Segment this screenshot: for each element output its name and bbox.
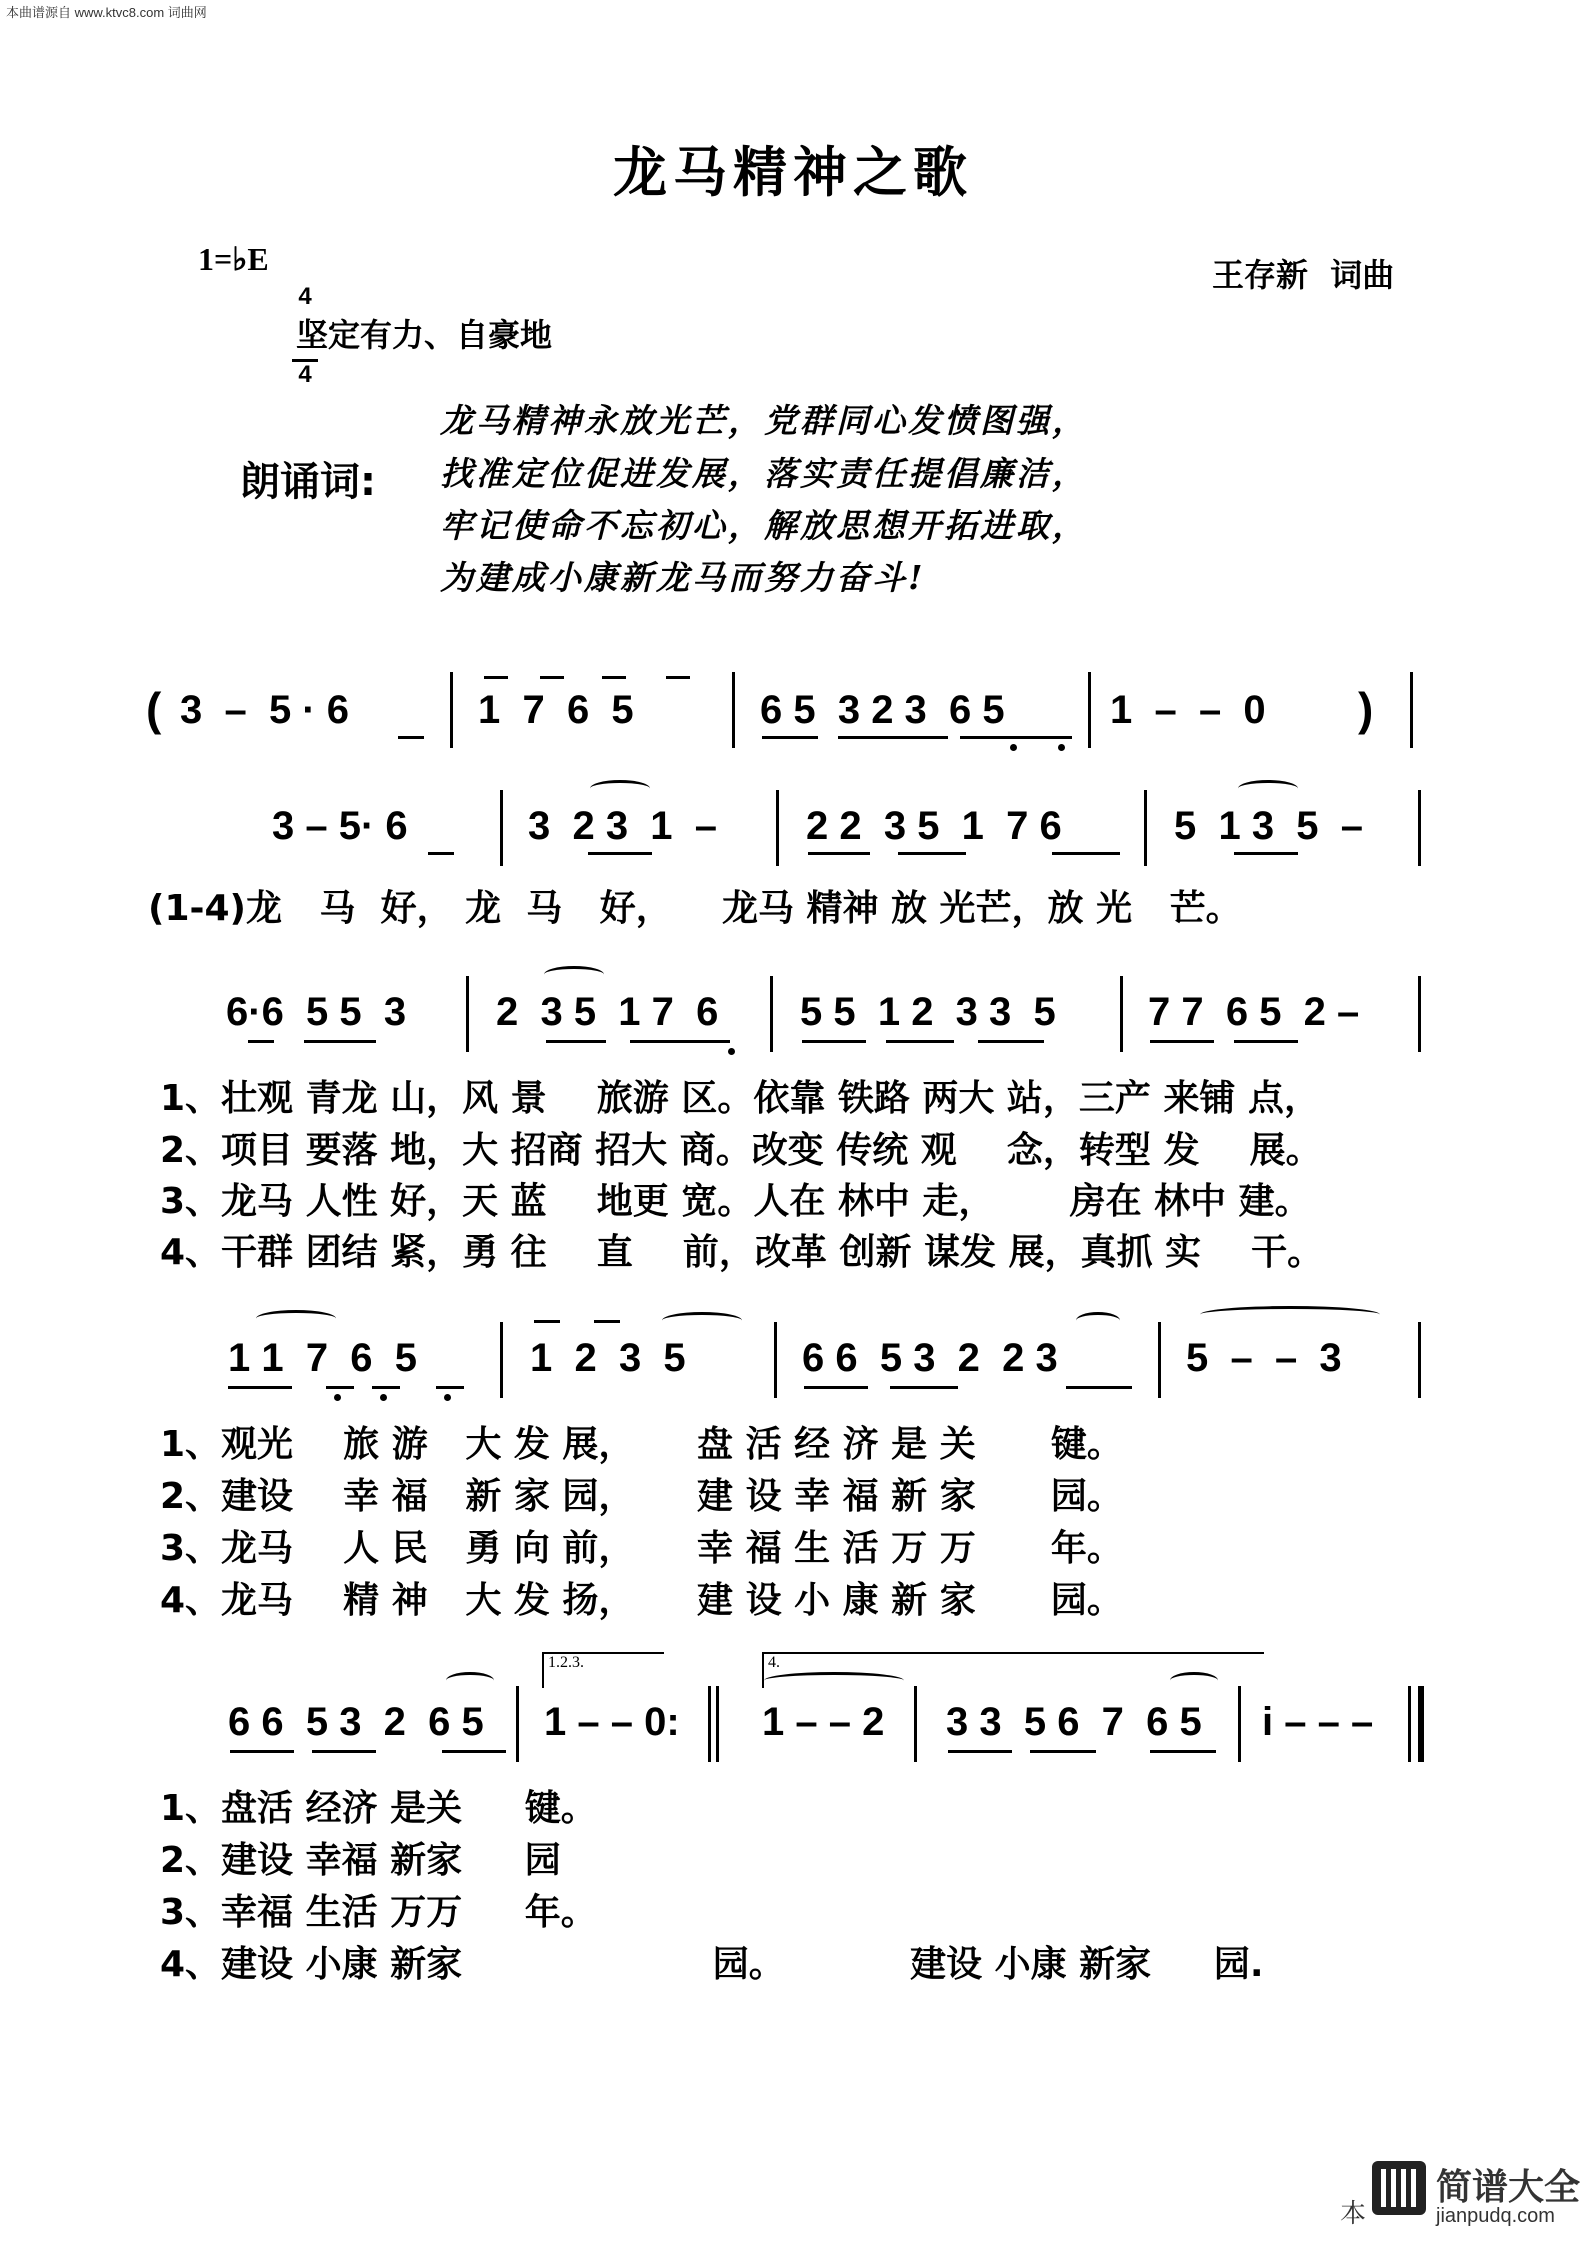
lyric-line: 2、项目 要落 地，大 招商 招大 商。改变 传统 观 念，转型 发 展。 — [160, 1130, 1322, 1171]
underline — [978, 1040, 1044, 1043]
underline — [948, 1750, 1012, 1753]
repeat-barline — [716, 1686, 719, 1762]
intro-measure: 3 – 5 · 6 — [180, 688, 349, 732]
measure: 6 6 5 3 2 2 3 — [802, 1336, 1058, 1380]
measure: 2 3 5 1 7 6 — [496, 990, 719, 1034]
underline — [442, 1750, 506, 1753]
underline — [312, 1750, 376, 1753]
lyric-line: (1-4)龙 马 好， 龙 马 好， 龙马 精神 放 光芒，放 光 芒。 — [148, 888, 1242, 929]
low-dot — [1058, 744, 1065, 751]
barline — [466, 976, 469, 1052]
low-dot — [380, 1394, 387, 1401]
underline — [1150, 1040, 1214, 1043]
barline — [1418, 976, 1421, 1052]
underline — [838, 736, 948, 739]
barline — [1088, 672, 1091, 748]
intro-close-paren: ) — [1358, 683, 1374, 735]
underline — [890, 1386, 958, 1389]
measure: 3 – 5· 6 — [272, 804, 408, 848]
logo-name: 简谱大全 — [1436, 2167, 1581, 2208]
underline — [1030, 1750, 1096, 1753]
overline — [534, 1320, 560, 1323]
underline — [960, 736, 1072, 739]
overline — [594, 1320, 620, 1323]
measure: 6 6 5 3 2 6 5 — [228, 1700, 484, 1744]
underline — [398, 736, 424, 739]
barline — [770, 976, 773, 1052]
end-barline — [1418, 1686, 1424, 1762]
measure: 7 7 6 5 2 – — [1148, 990, 1360, 1034]
measure: 3 2 3 1 – — [528, 804, 718, 848]
slur — [544, 966, 604, 983]
barline — [450, 672, 453, 748]
overline — [666, 676, 690, 679]
lyric-line: 2、建设 幸福 新家 园 — [160, 1840, 561, 1881]
underline — [1150, 1750, 1216, 1753]
barline — [1418, 790, 1421, 866]
song-title: 龙马精神之歌 — [613, 141, 973, 204]
lyric-line: 3、幸福 生活 万万 年。 — [160, 1892, 597, 1933]
underline — [428, 852, 454, 855]
measure: 3 3 5 6 7 6 5 — [946, 1700, 1202, 1744]
recitation-line: 为建成小康新龙马而努力奋斗! — [440, 558, 926, 597]
repeat-barline — [708, 1686, 711, 1762]
measure: 2 2 3 5 1 7 6 — [806, 804, 1062, 848]
underline — [1234, 1040, 1298, 1043]
piano-icon — [1372, 2161, 1426, 2215]
lyric-line: 4、龙马 精 神 大 发 扬， 建 设 小 康 新 家 园。 — [160, 1580, 1123, 1621]
measure: 5 – – 3 — [1186, 1336, 1342, 1380]
barline — [1410, 672, 1413, 748]
underline — [808, 852, 870, 855]
slur — [256, 1310, 336, 1327]
slur — [446, 1672, 494, 1689]
logo-url: jianpudq.com — [1436, 2205, 1555, 2227]
lyric-line: 3、龙马 人性 好，天 蓝 地更 宽。人在 林中 走， 房在 林中 建。 — [160, 1181, 1311, 1222]
measure: 1 – – 0: — [544, 1700, 680, 1744]
underline — [804, 1386, 868, 1389]
measure: 5 5 1 2 3 3 5 — [800, 990, 1056, 1034]
lyric-line: 4、干群 团结 紧，勇 往 直 前，改革 创新 谋发 展，真抓 实 干。 — [160, 1232, 1324, 1273]
slur — [590, 780, 650, 797]
underline — [304, 1040, 376, 1043]
lyric-line: 1、观光 旅 游 大 发 展， 盘 活 经 济 是 关 键。 — [160, 1424, 1123, 1465]
barline — [1238, 1686, 1241, 1762]
underline — [898, 852, 966, 855]
intro-open-paren: ( — [146, 683, 162, 735]
low-dot — [444, 1394, 451, 1401]
tempo-marking: 坚定有力、自豪地 — [296, 316, 553, 354]
slur — [1170, 1672, 1218, 1689]
corner-text: 本 — [1340, 2199, 1367, 2229]
low-dot — [728, 1048, 735, 1055]
recitation-line: 找准定位促进发展，落实责任提倡廉洁， — [440, 454, 1088, 493]
barline — [732, 672, 735, 748]
underline — [230, 1750, 294, 1753]
underline — [1052, 852, 1120, 855]
composer-credit: 王存新 词曲 — [1212, 256, 1395, 294]
lyric-line: 4、建设 小康 新家 园。 建设 小康 新家 园. — [160, 1944, 1264, 1985]
volta-label: 4. — [768, 1654, 780, 1671]
measure: 1 1 7 6 5 — [228, 1336, 418, 1380]
underline — [436, 1386, 464, 1389]
underline — [546, 1040, 606, 1043]
volta-label: 1.2.3. — [548, 1654, 584, 1671]
underline — [802, 1040, 866, 1043]
overline — [484, 676, 508, 679]
lyric-line: 3、龙马 人 民 勇 向 前， 幸 福 生 活 万 万 年。 — [160, 1528, 1123, 1569]
underline — [630, 1040, 730, 1043]
measure: 1 – – 2 — [762, 1700, 885, 1744]
intro-measure: 1 – – 0 — [1110, 688, 1266, 732]
barline — [774, 1322, 777, 1398]
lyric-line: 1、盘活 经济 是关 键。 — [160, 1788, 597, 1829]
underline — [588, 852, 652, 855]
site-logo — [1340, 2155, 1580, 2240]
time-signature-top: 4 — [298, 283, 312, 310]
underline — [248, 1040, 274, 1043]
overline — [540, 676, 564, 679]
key-signature: 1=♭E — [198, 241, 269, 277]
underline — [1066, 1386, 1132, 1389]
slur — [764, 1672, 904, 1689]
underline — [762, 736, 818, 739]
slur — [1200, 1306, 1380, 1323]
overline — [602, 676, 626, 679]
underline — [228, 1386, 292, 1389]
end-barline — [1408, 1686, 1411, 1762]
recitation-line: 龙马精神永放光芒，党群同心发愤图强， — [440, 401, 1088, 440]
recitation-line: 牢记使命不忘初心，解放思想开拓进取， — [440, 506, 1088, 545]
lyric-line: 1、壮观 青龙 山，风 景 旅游 区。依靠 铁路 两大 站，三产 来铺 点， — [160, 1078, 1320, 1119]
time-signature-bottom: 4 — [292, 359, 318, 387]
slur — [1076, 1312, 1120, 1329]
slur — [1238, 780, 1298, 797]
barline — [776, 790, 779, 866]
barline — [500, 790, 503, 866]
barline — [1158, 1322, 1161, 1398]
underline — [1234, 852, 1298, 855]
measure: 1 2 3 5 — [530, 1336, 686, 1380]
measure: 5 1 3 5 – — [1174, 804, 1364, 848]
barline — [500, 1322, 503, 1398]
source-note: 本曲谱源自 www.ktvc8.com 词曲网 — [6, 5, 207, 20]
slur — [662, 1312, 742, 1329]
lyric-line: 2、建设 幸 福 新 家 园， 建 设 幸 福 新 家 园。 — [160, 1476, 1123, 1517]
barline — [1144, 790, 1147, 866]
underline — [326, 1386, 354, 1389]
measure: i – – – — [1262, 1700, 1374, 1744]
intro-measure: 6 5 3 2 3 6 5 — [760, 688, 1005, 732]
measure: 6·6 5 5 3 — [226, 990, 407, 1034]
underline — [372, 1386, 400, 1389]
barline — [1418, 1322, 1421, 1398]
recitation-label: 朗诵词: — [240, 459, 376, 505]
low-dot — [334, 1394, 341, 1401]
barline — [914, 1686, 917, 1762]
underline — [886, 1040, 954, 1043]
low-dot — [1010, 744, 1017, 751]
barline — [1120, 976, 1123, 1052]
intro-measure: 1 7 6 5 — [478, 688, 634, 732]
barline — [516, 1686, 519, 1762]
